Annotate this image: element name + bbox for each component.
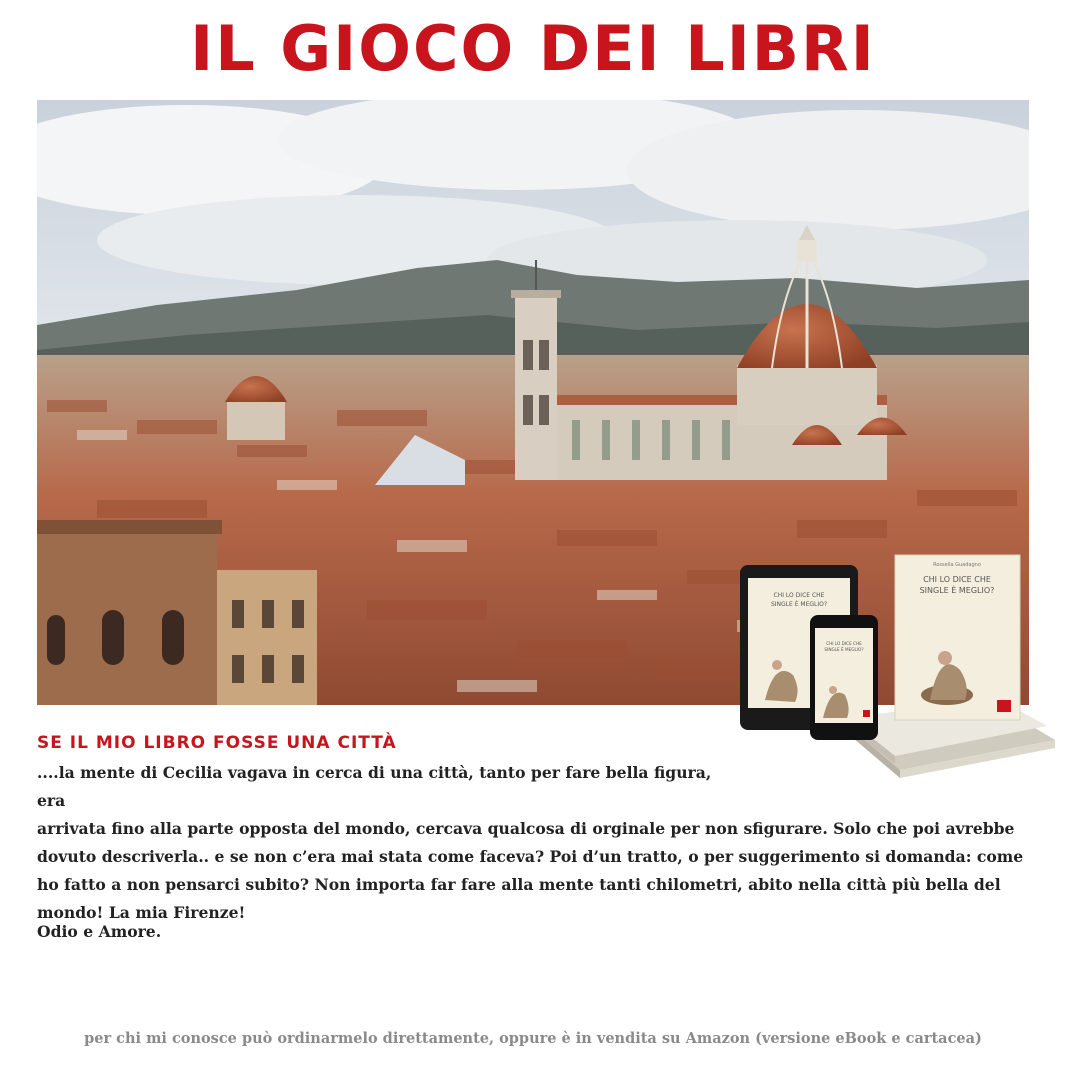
story-first-line: ....la mente di Cecilia vagava in cerca di una città, tanto per fare bella figura, era	[37, 763, 712, 810]
book-author: Rossella Guadagno	[933, 562, 981, 568]
phone-book-title-line2: SINGLE È MEGLIO?	[824, 647, 864, 652]
tablet-book-title-line1: CHI LO DICE CHE	[773, 592, 825, 599]
footer-note: per chi mi conosce può ordinarmelo direttamente, oppure è in vendita su Amazon (versione eBook e cartacea)	[84, 1030, 982, 1047]
story-paragraph: arrivata fino alla parte opposta del mondo, cercava qualcosa di orginale per non sfigurare. Solo che poi avrebbe dovuto descriverla.. e se non c’era mai stata come faceva? Poi d’un tratto, o per suggerimento si domanda: come ho fatto a non pensarci subito? Non importa far fare alla mente tanti chilometri, abito nella città più bella del mondo! La mia Firenze!	[37, 819, 1024, 922]
book-devices-mockup	[735, 550, 1065, 790]
page-title: IL GIOCO DEI LIBRI	[190, 12, 876, 85]
book-title-line2: SINGLE È MEGLIO?	[919, 586, 995, 595]
story-excerpt	[37, 759, 1027, 927]
book-title-line1: CHI LO DICE CHE	[923, 575, 991, 584]
closing-line: Odio e Amore.	[37, 922, 162, 941]
tablet-book-title-line2: SINGLE È MEGLIO?	[770, 601, 828, 608]
section-heading: SE IL MIO LIBRO FOSSE UNA CITTÀ	[37, 733, 397, 753]
phone-book-title-line1: CHI LO DICE CHE	[826, 641, 862, 646]
